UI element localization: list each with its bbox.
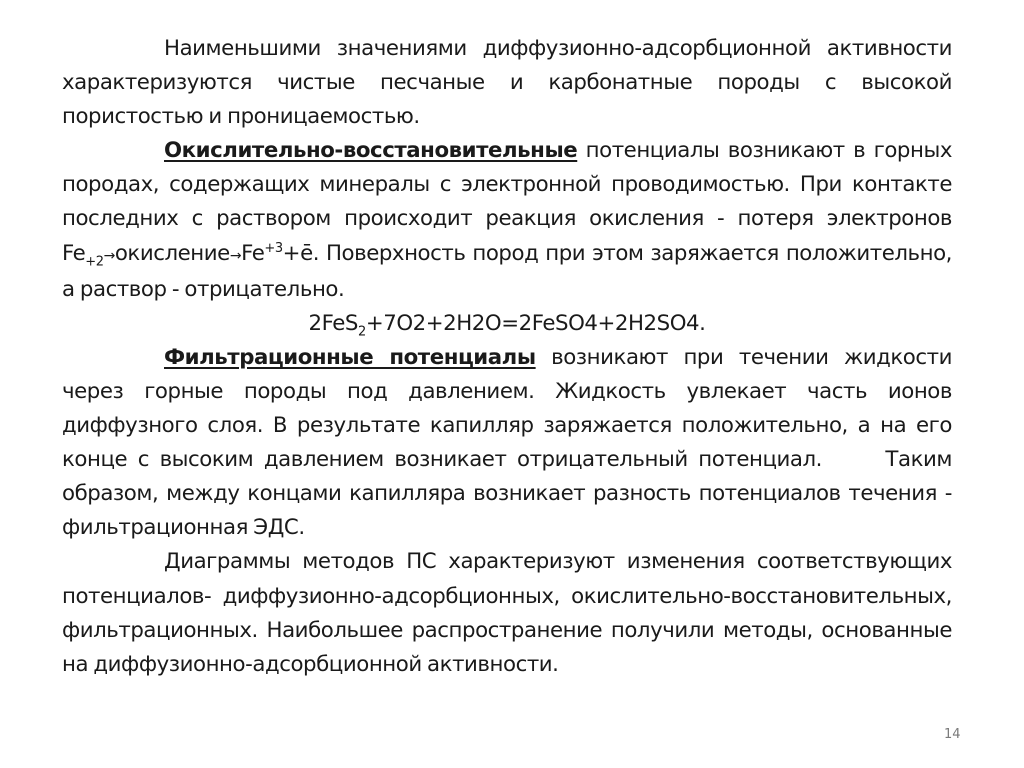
text-body (62, 32, 958, 682)
page-number: 14 (944, 727, 961, 742)
paragraph-redox-potentials (62, 134, 952, 306)
equation-subscript: 2 (358, 324, 366, 339)
arrow-icon: → (229, 247, 242, 264)
charge-superscript: +3 (264, 240, 283, 256)
arrow-icon: → (103, 247, 115, 264)
paragraph-text: потенциалы возникают в горных породах, содержащих минералы с электронной проводимостью. При контакте последних с раствором происходит реакция окисления - потеря электронов Fe (62, 138, 952, 266)
paragraph-text: Диаграммы методов ПС характеризуют изменения соответствующих потенциалов- диффузионно-адсорбционных, окислительно-восстановительных, фильтрационных. Наибольшее распространение получили методы, основанные на диффузионно-адсорбционной активности. (62, 549, 952, 677)
iron-symbol: Fe (241, 240, 265, 266)
term-filtration: Фильтрационные потенциалы (164, 344, 536, 370)
term-redox: Окислительно-восстановительные (164, 138, 578, 164)
charge-subscript: +2 (85, 253, 104, 269)
paragraph-sp-diagrams (62, 545, 952, 681)
paragraph-text: +ē. Поверхность пород при этом заряжается положительно, а раствор - отрицательно. (62, 240, 952, 302)
oxidation-label: окисление (114, 240, 230, 266)
equation-part: 2FeS (308, 310, 359, 336)
paragraph-filtration-potentials (62, 341, 958, 546)
paragraph-text: Наименьшими значениями диффузионно-адсорбционной активности характеризуются чистые песчаные и карбонатные породы с высокой пористостью и проницаемостью. (62, 36, 952, 130)
paragraph-diffusion-adsorption-activity (62, 32, 952, 134)
equation-part: +7O2+2H2O=2FeSO4+2H2SO4. (365, 310, 706, 336)
paragraph-text: возникают при течении жидкости через горные породы под давлением. Жидкость увлекает часть ионов диффузного слоя. В результате капилляр заряжается положительно, а на его конце с высоким давлением возникает отрицательный потенциал. Таким образом, между концами капилляра возникает разность потенциалов течения - фильтрационная ЭДС. (62, 344, 958, 541)
reaction-equation (62, 307, 952, 341)
